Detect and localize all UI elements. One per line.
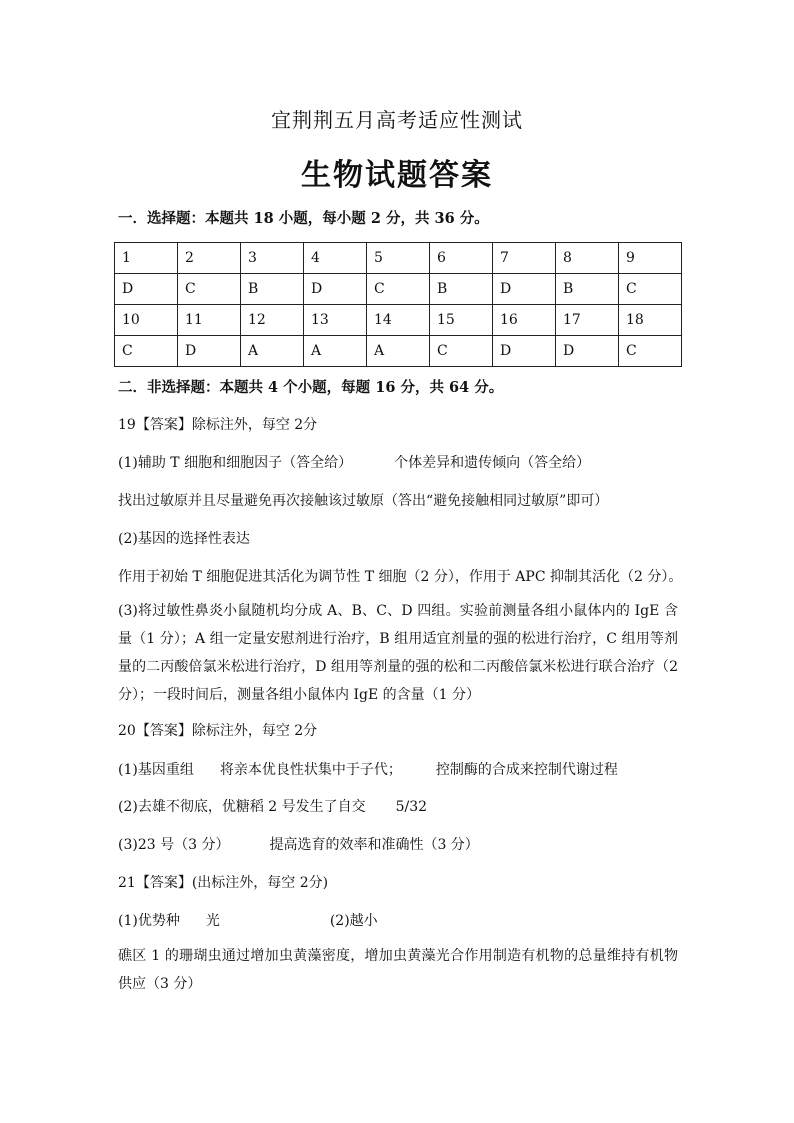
q20-part2-answer-a: (2)去雄不彻底，优糖稻 2 号发生了自交 [118, 799, 366, 815]
q20-part3-line [118, 834, 479, 854]
page-title: 生物试题答案 [301, 158, 493, 193]
answer-cell: A [304, 336, 367, 367]
q19-header: 19【答案】除标注外，每空 2分 [118, 417, 318, 433]
section1-heading: 一．选择题：本题共 18 小题，每小题 2 分，共 36 分。 [118, 210, 489, 227]
q21-part2-answer-b: 礁区 1 的珊瑚虫通过增加虫黄藻密度，增加虫黄藻光合作用制造有机物的总量维持有机物供应（3 分） [118, 948, 678, 992]
answer-cell: B [556, 274, 619, 305]
q19-part1-answer-a: (1)辅助 T 细胞和细胞因子（答全给） [118, 455, 353, 471]
q20-part2-answer-b: 5/32 [395, 799, 428, 815]
question-number-cell: 2 [178, 243, 241, 274]
answer-cell: B [430, 274, 493, 305]
question-number-cell: 17 [556, 305, 619, 336]
q20-part3-answer-b: 提高选育的效率和准确性（3 分） [269, 837, 479, 853]
question-number-cell: 12 [241, 305, 304, 336]
q19-part2-answer-a: (2)基因的选择性表达 [118, 531, 250, 547]
q21-part2-answer-a: (2)越小 [329, 913, 378, 929]
q19-part1-line [118, 452, 590, 472]
q20-part3-answer-a: (3)23 号（3 分） [118, 837, 230, 853]
question-number-cell: 7 [493, 243, 556, 274]
question-number-cell: 1 [115, 243, 178, 274]
q20-part1-answer-a: (1)基因重组 [118, 762, 194, 778]
question-number-cell: 18 [619, 305, 682, 336]
q21-part1-line [118, 910, 378, 930]
answer-cell: C [619, 336, 682, 367]
answer-cell: C [430, 336, 493, 367]
question-number-cell: 13 [304, 305, 367, 336]
q19-part1-answer-c: 找出过敏原并且尽量避免再次接触该过敏原（答出“避免接触相同过敏原”即可） [118, 493, 609, 509]
question-number-cell: 15 [430, 305, 493, 336]
answer-cell: D [493, 274, 556, 305]
q20-part1-answer-b: 将亲本优良性状集中于子代； [219, 762, 402, 778]
answer-key-row [115, 336, 682, 367]
answer-cell: A [241, 336, 304, 367]
q19-part2-answer-b: 作用于初始 T 细胞促进其活化为调节性 T 细胞（2 分），作用于 APC 抑制其活化（2 分）。 [118, 569, 683, 585]
answer-cell: C [115, 336, 178, 367]
q21-part1-answer-a: (1)优势种 [118, 913, 180, 929]
answer-cell: C [178, 274, 241, 305]
answer-cell: D [556, 336, 619, 367]
section2-heading: 二．非选择题：本题共 4 个小题，每题 16 分，共 64 分。 [118, 379, 504, 396]
q21-header: 21【答案】(出标注外，每空 2分) [118, 875, 329, 891]
q20-part2-line [118, 796, 427, 816]
answer-key-row [115, 274, 682, 305]
question-number-cell: 10 [115, 305, 178, 336]
question-number-cell: 3 [241, 243, 304, 274]
answer-cell: D [115, 274, 178, 305]
exam-subtitle: 宜荆荆五月高考适应性测试 [271, 108, 523, 132]
question-number-cell: 5 [367, 243, 430, 274]
question-number-cell: 11 [178, 305, 241, 336]
question-number-cell: 14 [367, 305, 430, 336]
q19-part3-answer: (3)将过敏性鼻炎小鼠随机均分成 A、B、C、D 四组。实验前测量各组小鼠体内的 IgE 含量（1 分）；A 组一定量安慰剂进行治疗，B 组用适宜剂量的强的松进行治疗，C 组用等剂量的二丙酸倍氯米松进行治疗，D 组用等剂量的强的松和二丙酸倍氯米松进行联合治疗（2 分）；一段时间后，测量各组小鼠体内 IgE 的含量（1 分） [118, 603, 678, 703]
q21-part1-answer-b: 光 [205, 913, 220, 929]
q19-part1-answer-b: 个体差异和遗传倾向（答全给） [394, 455, 591, 471]
answer-cell: A [367, 336, 430, 367]
answer-table [114, 242, 682, 367]
question-number-cell: 16 [493, 305, 556, 336]
question-number-row [115, 305, 682, 336]
answer-cell: B [241, 274, 304, 305]
question-number-cell: 8 [556, 243, 619, 274]
answer-cell: D [304, 274, 367, 305]
q20-part1-answer-c: 控制酶的合成来控制代谢过程 [435, 762, 618, 778]
question-number-cell: 6 [430, 243, 493, 274]
answer-cell: D [493, 336, 556, 367]
question-number-cell: 9 [619, 243, 682, 274]
q20-header: 20【答案】除标注外，每空 2分 [118, 723, 318, 739]
answer-cell: C [619, 274, 682, 305]
answer-cell: C [367, 274, 430, 305]
q20-part1-line [118, 759, 618, 779]
answer-cell: D [178, 336, 241, 367]
question-number-cell: 4 [304, 243, 367, 274]
question-number-row [115, 243, 682, 274]
